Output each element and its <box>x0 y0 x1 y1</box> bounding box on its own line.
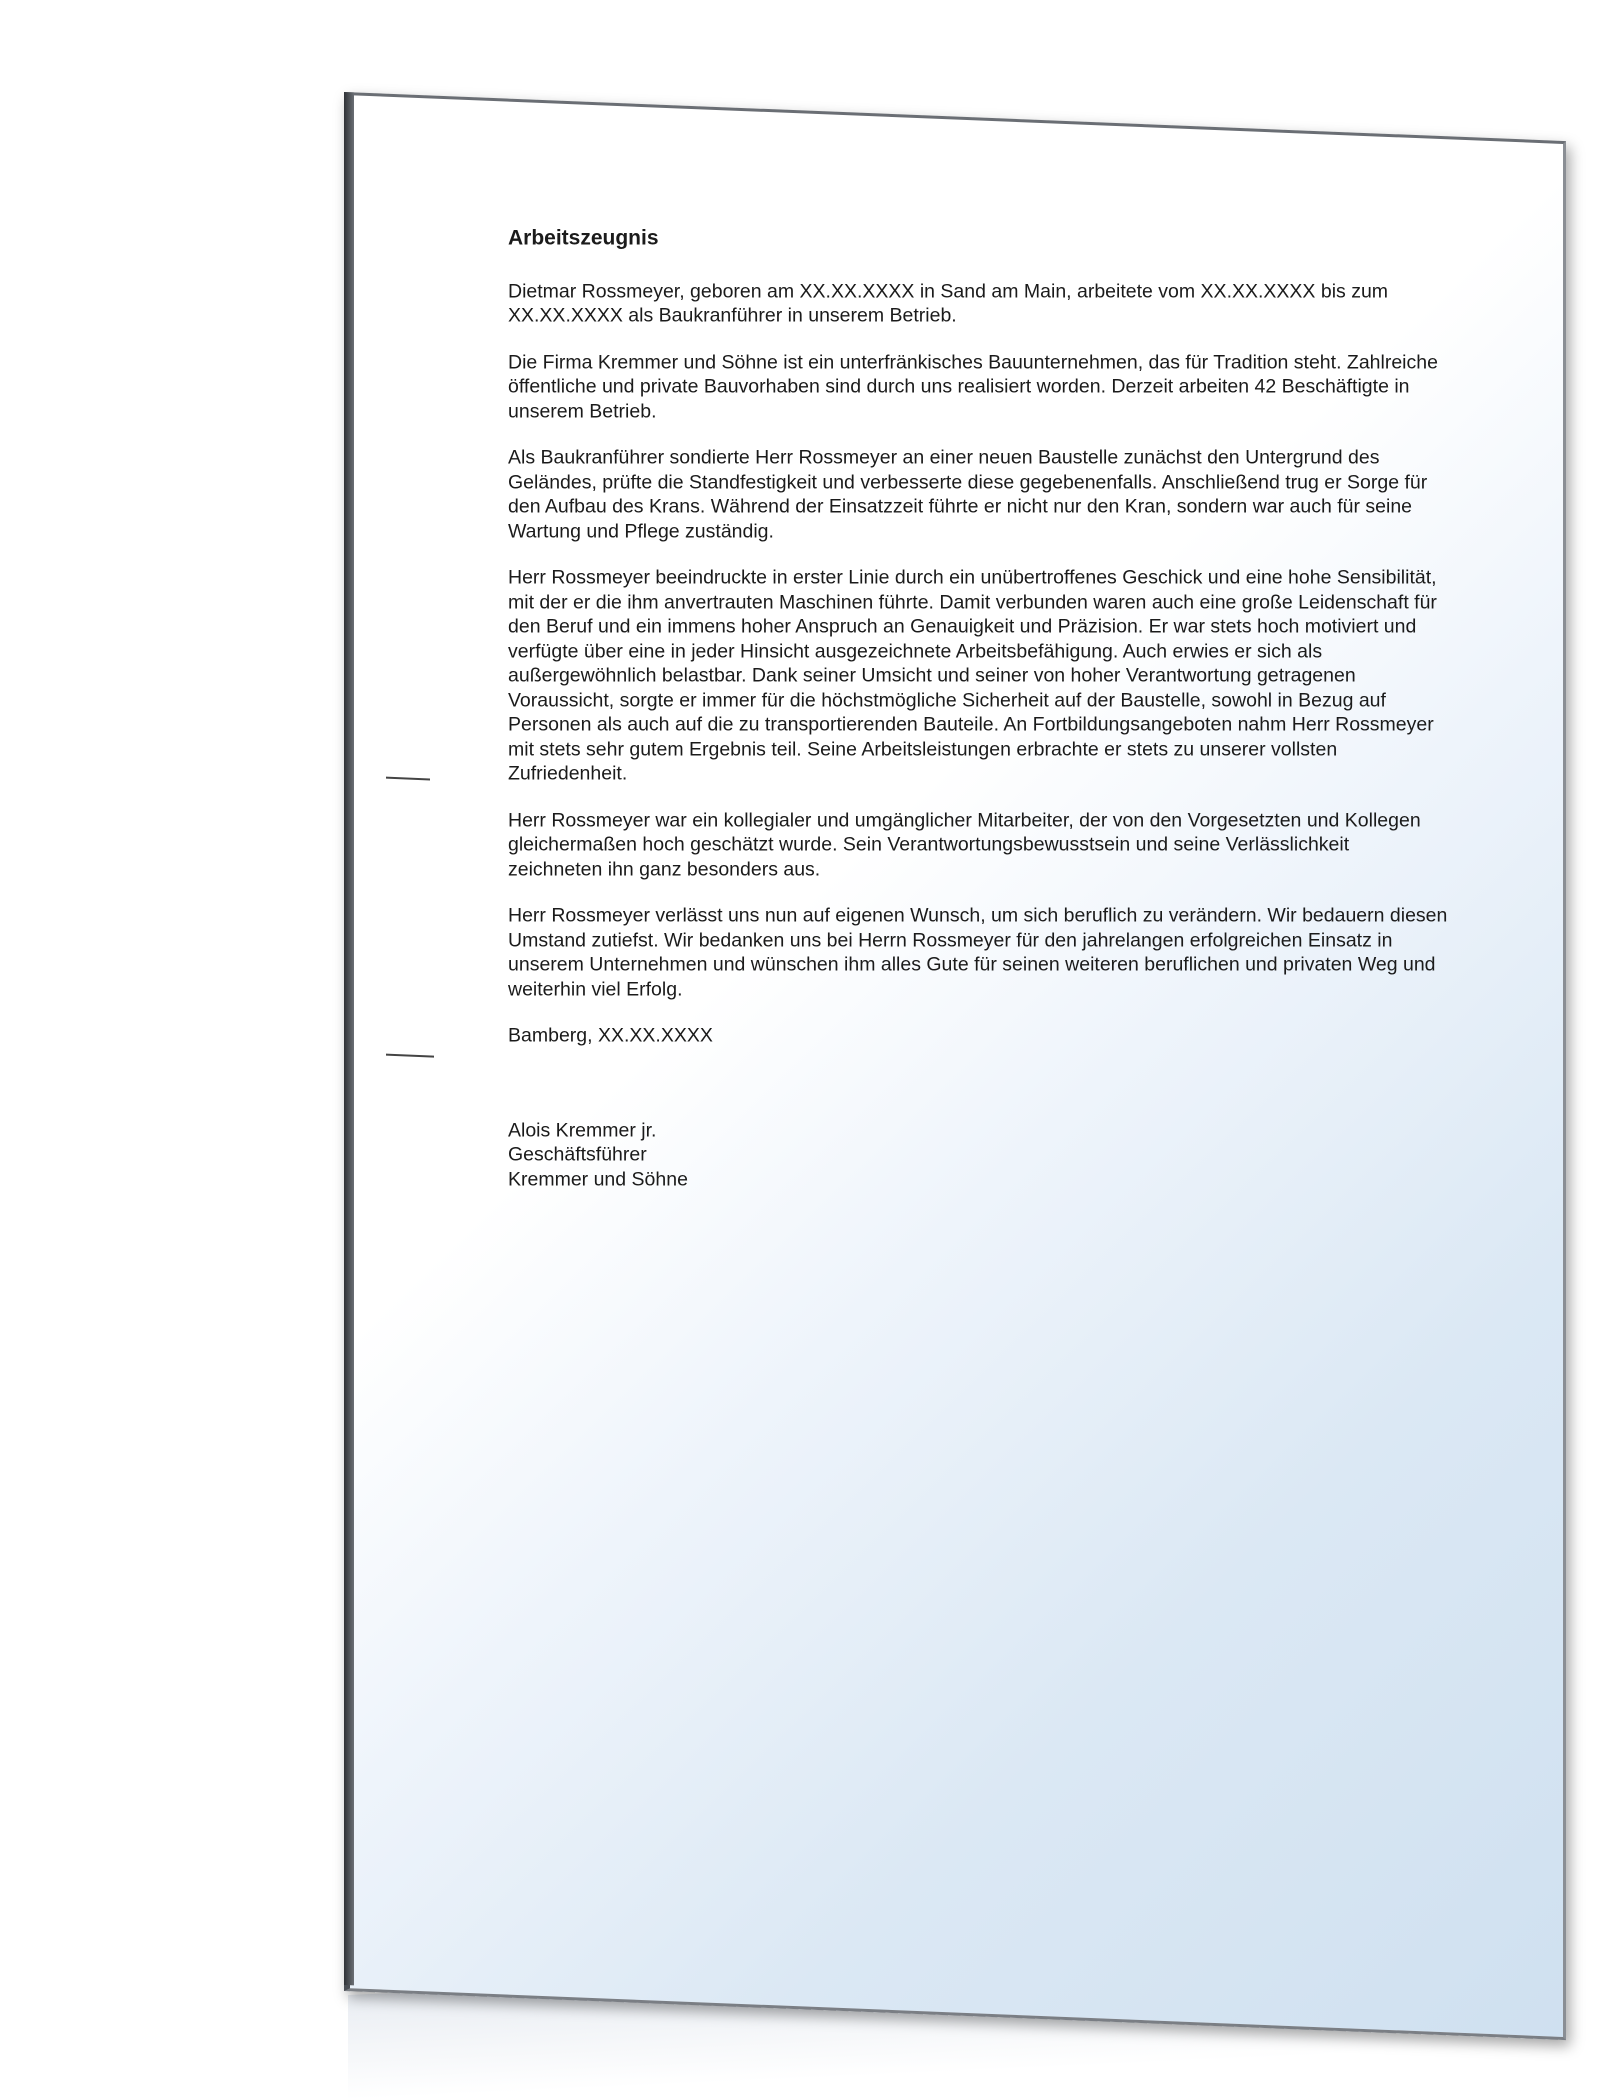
signatory-name: Alois Kremmer jr. <box>508 1119 657 1142</box>
page-binding-edge <box>344 92 354 1985</box>
paragraph-performance: Herr Rossmeyer beeindruckte in erster Linie durch ein unübertroffenes Geschick und eine hohe Sensibilität, mit der er die ihm anvertrauten Maschinen führte. Damit verbunden waren auch eine große Leidenschaft für den Beruf und ein immens hoher Anspruch an Genauigkeit und Präzision. Er war stets hoch motiviert und verfügte über eine in jeder Hinsicht ausgezeichnete Arbeitsbefähigung. Auch erwies er sich als außergewöhnlich belastbar. Dank seiner Umsicht und seiner von hoher Verantwortung getragenen Voraussicht, sorgte er immer für die höchstmögliche Sicherheit auf der Baustelle, sowohl in Bezug auf Personen als auch auf die zu transportierenden Bauteile. An Fortbildungsangeboten nahm Herr Rossmeyer mit stets sehr gutem Ergebnis teil. Seine Arbeitsleistungen erbrachte er stets zu unserer vollsten Zufriedenheit. <box>508 566 1437 785</box>
place-and-date: Bamberg, XX.XX.XXXX <box>508 1024 713 1047</box>
fold-mark-upper <box>386 777 430 781</box>
paragraph-employment-period: Dietmar Rossmeyer, geboren am XX.XX.XXXX in Sand am Main, arbeitete vom XX.XX.XXXX bis zum XX.XX.XXXX als Baukranführer in unserem Betrieb. <box>508 280 1389 327</box>
document-page <box>344 92 1566 2040</box>
signatory-company: Kremmer und Söhne <box>508 1168 688 1191</box>
paragraph-duties: Als Baukranführer sondierte Herr Rossmeyer an einer neuen Baustelle zunächst den Untergrund des Geländes, prüfte die Standfestigkeit und verbesserte diese gegebenenfalls. Anschließend trug er Sorge für den Aufbau des Krans. Während der Einsatzzeit führte er nicht nur den Kran, sondern war auch für seine Wartung und Pflege zuständig. <box>508 446 1428 543</box>
signatory-role: Geschäftsführer <box>508 1143 647 1166</box>
paragraph-conduct: Herr Rossmeyer war ein kollegialer und umgänglicher Mitarbeiter, der von den Vorgesetzten und Kollegen gleichermaßen hoch geschätzt wurde. Sein Verantwortungsbewusstsein und seine Verlässlichkeit zeichneten ihn ganz besonders aus. <box>508 809 1421 881</box>
signature-block <box>508 1118 1448 1192</box>
document-title: Arbeitszeugnis <box>508 226 659 250</box>
fold-mark-lower <box>386 1054 434 1058</box>
paragraph-closing: Herr Rossmeyer verlässt uns nun auf eigenen Wunsch, um sich beruflich zu verändern. Wir bedauern diesen Umstand zutiefst. Wir bedanken uns bei Herrn Rossmeyer für den jahrelangen erfolgreichen Einsatz in unserem Unternehmen und wünschen ihm alles Gute für seinen weiteren beruflichen und privaten Weg und weiterhin viel Erfolg. <box>508 904 1448 1001</box>
paragraph-company-description: Die Firma Kremmer und Söhne ist ein unterfränkisches Bauunternehmen, das für Tradition steht. Zahlreiche öffentliche und private Bauvorhaben sind durch uns realisiert worden. Derzeit arbeiten 42 Beschäftigte in unserem Betrieb. <box>508 351 1438 423</box>
document-content <box>508 227 1448 1192</box>
